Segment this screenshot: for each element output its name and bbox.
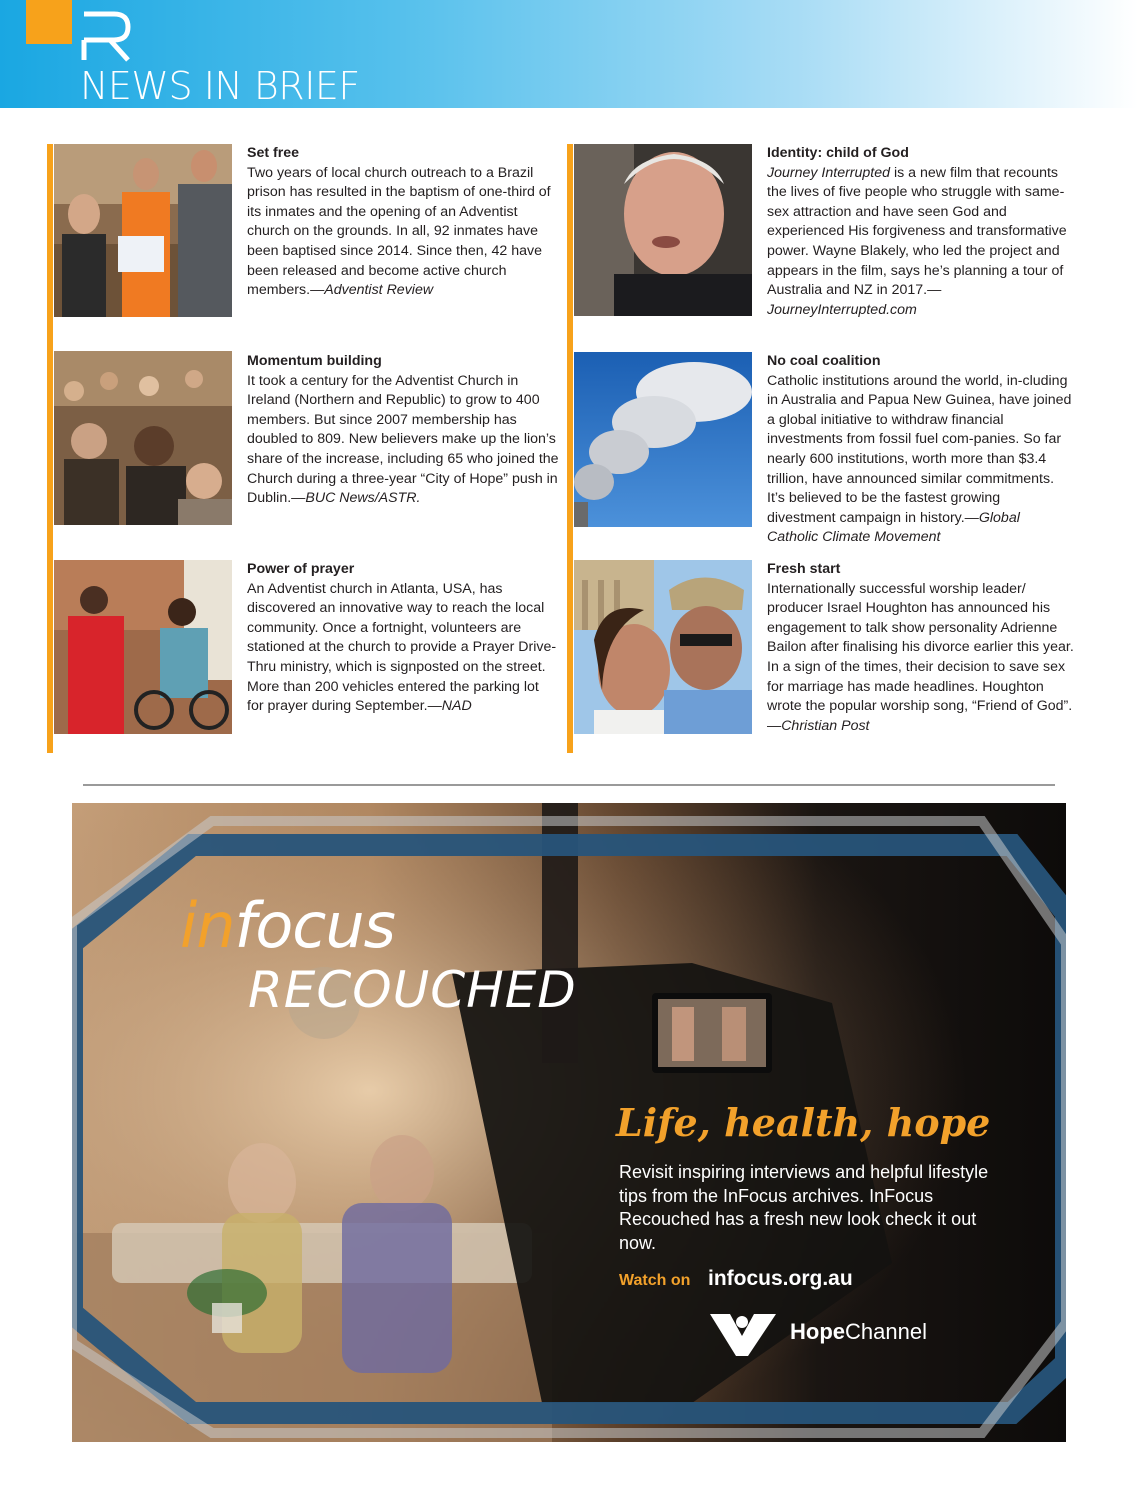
header-accent-square <box>26 0 72 44</box>
page-header <box>0 0 1138 108</box>
ad-blurb: Revisit inspiring interviews and helpful lifestyle tips from the InFocus archives. InFocus Recouched has a fresh new look check it out now. <box>619 1162 989 1253</box>
story-headline: Power of prayer <box>247 561 355 577</box>
hope-channel-rest: Channel <box>845 1319 927 1344</box>
section-title: NEWS IN BRIEF <box>80 64 360 108</box>
story-body: Internationally successful worship leader/ producer Israel Houghton has announced his engagement to talk show personality Adrienne Bailon after finalising his divorce earlier this year. In a sign of the times, their decision to save sex for marriage has made headlines. Houghton wrote the popular worship song, “Friend of God”.— <box>767 580 1074 734</box>
story-headline: Set free <box>247 145 300 161</box>
watch-on-label: Watch on <box>619 1272 691 1289</box>
ad-tagline: Life, health, hope <box>616 1100 991 1145</box>
recouched-logo-text: RECOUCHED <box>248 961 577 1019</box>
story-photo-smokestack <box>574 352 752 527</box>
story-photo-wayne-blakely <box>574 144 752 316</box>
story-source: Adventist Review <box>324 282 434 299</box>
story-headline: No coal coalition <box>767 353 881 369</box>
infocus-url-link[interactable]: infocus.org.au <box>708 1267 853 1290</box>
story-body: Catholic institutions around the world, in-cluding in Australia and Papua New Guinea, have joined a global initiative to withdraw financial investments from fossil fuel com-panies. So far nearly 600 institutions, worth more than $3.4 trillion, have announced similar commitments. It’s believed to be the fastest growing divestment campaign in history.— <box>767 372 1072 526</box>
right-column-accent-bar <box>567 144 573 753</box>
hope-channel-bold: Hope <box>790 1319 845 1344</box>
logo-in-text: in <box>180 889 235 962</box>
section-divider <box>83 784 1055 786</box>
infocus-logo <box>180 891 395 961</box>
story-body: It took a century for the Adventist Church in Ireland (Northern and Republic) to grow to 400 members. But since 2007 membership has doubled to 809. New believers make up the lion’s share of the increase, including 65 who joined the Church during a three-year “City of Hope” push in Dublin.— <box>247 372 559 507</box>
story-headline: Fresh start <box>767 561 841 577</box>
story-photo-church-congregation <box>54 351 232 525</box>
logo-focus-text: focus <box>234 889 395 962</box>
story-photo-houghton-bailon <box>574 560 752 734</box>
story-photo-prison-baptism <box>54 144 232 317</box>
story-source: BUC News/ASTR. <box>305 490 421 507</box>
story-body: is a new film that recounts the lives of five people who struggle with same-sex attraction and have seen God and experienced His forgiveness and transformative power. Wayne Blakely, who led the project and appears in the film, says he’s planning a tour of Australia and NZ in 2017.— <box>767 164 1067 299</box>
hope-channel-wordmark <box>790 1318 927 1346</box>
hope-channel-logo-icon <box>708 1308 778 1358</box>
left-column-accent-bar <box>47 144 53 753</box>
story-headline: Momentum building <box>247 353 382 369</box>
story-source: NAD <box>441 698 472 715</box>
story-source: Christian Post <box>781 717 870 734</box>
story-body: Two years of local church outreach to a Brazil prison has resulted in the baptism of one-third of its inmates and the opening of an Adventist church on the grounds. In all, 92 inmates have been baptised since 2014. Since then, 42 have been released and become active church members.— <box>247 164 551 299</box>
infocus-advertisement[interactable] <box>72 803 1066 1442</box>
story-body: An Adventist church in Atlanta, USA, has discovered an innovative way to reach the local community. Once a fortnight, volunteers are stationed at the church to provide a Prayer Drive-Thru ministry, which is signposted on the street. More than 200 vehicles entered the parking lot for prayer during September.— <box>247 580 557 715</box>
story-source: Global Catholic Climate Movement <box>767 509 1020 546</box>
story-source: JourneyInterrupted.com <box>767 301 917 318</box>
r-logo-icon <box>80 10 134 62</box>
story-headline: Identity: child of God <box>767 145 909 161</box>
story-film-title: Journey Interrupted <box>767 164 891 181</box>
story-photo-prayer-drive-thru <box>54 560 232 734</box>
